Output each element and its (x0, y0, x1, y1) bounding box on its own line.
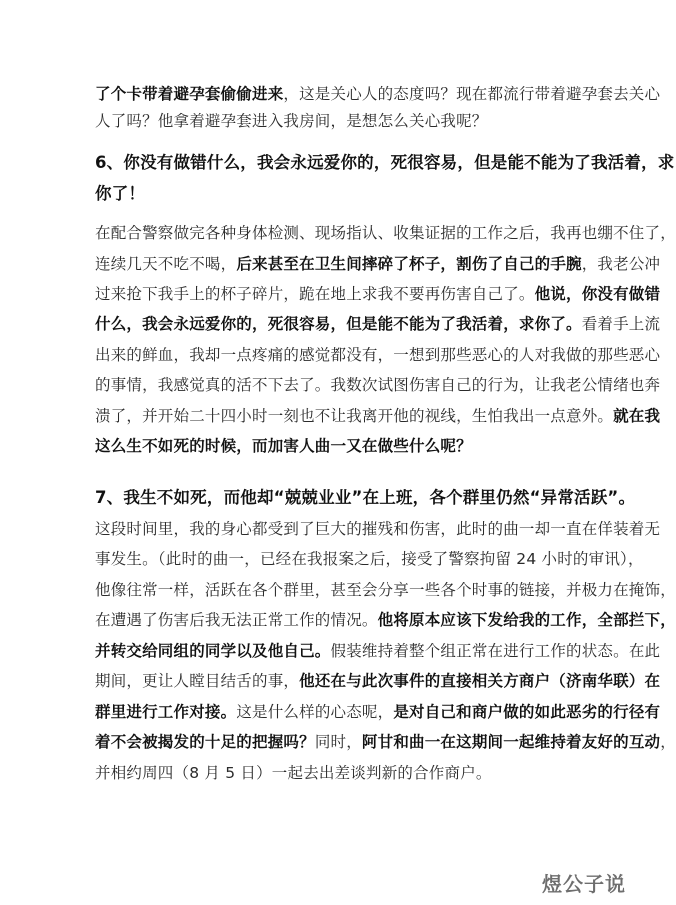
body-text: 在遭遇了伤害后我无法正常工作的情况。 (95, 611, 378, 629)
text-line (95, 518, 661, 540)
text-line (95, 283, 661, 305)
body-text: 期间，更让人瞠目结舌的事， (95, 672, 300, 690)
text-line (95, 253, 661, 275)
body-text: ，我老公冲 (581, 255, 661, 273)
bold-text: 并转交给同组的同学以及他自己。 (95, 642, 331, 660)
section-heading-line (95, 183, 595, 205)
body-text: 并相约周四（8 月 5 日）一起去出差谈判新的合作商户。 (95, 764, 492, 782)
bold-text: 群里进行工作对接。 (95, 703, 237, 721)
bold-text: 了个卡带着避孕套偷偷进来 (95, 85, 284, 103)
text-line (95, 405, 661, 427)
body-text: 这段时间里，我的身心都受到了巨大的摧残和伤害，此时的曲一却一直在佯装着无 (95, 520, 661, 538)
bold-text: 他还在与此次事件的直接相关方商户（济南华联）在 (299, 672, 661, 690)
bold-text: 你了！ (95, 184, 146, 203)
body-text: 出来的鲜血，我却一点疼痛的感觉都没有，一想到那些恶心的人对我做的那些恶心 (95, 346, 661, 364)
bold-text: 他将原本应该下发给我的工作，全部拦下， (377, 611, 676, 629)
body-text: 看着手上流 (581, 315, 661, 333)
section-heading-line (95, 152, 675, 174)
bold-text: 就在我 (613, 407, 661, 425)
body-text: 他像往常一样，活跃在各个群里，甚至会分享一些各个时事的链接，并极力在掩饰， (95, 581, 676, 599)
text-line (95, 762, 595, 784)
body-text: ， (660, 733, 676, 751)
text-line (95, 640, 661, 662)
body-text: 的事情，我感觉真的活不下去了。我数次试图伤害自己的行为，让我老公情绪也奔 (95, 376, 661, 394)
bold-text: 是对自己和商户做的如此恶劣的行径有 (393, 703, 661, 721)
text-line (95, 374, 661, 396)
body-text: 在配合警察做完各种身体检测、现场指认、收集证据的工作之后，我再也绷不住了， (95, 224, 676, 242)
body-text: 人了吗？他拿着避孕套进入我房间，是想怎么关心我呢？ (95, 112, 488, 130)
body-text: ，这是关心人的态度吗？现在都流行带着避孕套去关心 (283, 85, 661, 103)
body-text: 过来抢下我手上的杯子碎片，跪在地上求我不要再伤害自己了。 (95, 285, 535, 303)
bold-text: 6、你没有做错什么，我会永远爱你的，死很容易，但是能不能为了我活着，求 (95, 153, 675, 172)
bold-text: 阿甘和曲一在这期间一起维持着友好的互动 (361, 733, 661, 751)
section-heading-line (95, 487, 636, 509)
body-text: 同时， (314, 733, 362, 751)
text-line (95, 609, 676, 631)
bold-text: 着不会被揭发的十足的把握吗？ (95, 733, 315, 751)
text-line (95, 83, 661, 105)
body-text: 假装维持着整个组正常在进行工作的状态。在此 (330, 642, 661, 660)
bold-text: 后来甚至在卫生间摔碎了杯子，割伤了自己的手腕 (236, 255, 582, 273)
bold-text: 他说，你没有做错 (534, 285, 661, 303)
watermark: 煜公子说 (542, 872, 626, 896)
text-line (95, 548, 644, 570)
text-line (95, 435, 595, 457)
text-line (95, 344, 661, 366)
body-text: 连续几天不吃不喝， (95, 255, 237, 273)
text-line (95, 701, 661, 723)
bold-text: 7、我生不如死，而他却“兢兢业业”在上班，各个群里仍然“异常活跃”。 (95, 488, 636, 507)
text-line (95, 222, 676, 244)
bold-text: 这么生不如死的时候，而加害人曲一又在做些什么呢？ (95, 437, 472, 455)
bold-text: 什么，我会永远爱你的，死很容易，但是能不能为了我活着，求你了。 (95, 315, 582, 333)
body-text: 事发生。（此时的曲一，已经在我报案之后，接受了警察拘留 24 小时的审讯）， (95, 550, 644, 568)
text-line (95, 670, 661, 692)
text-line (95, 110, 595, 132)
body-text: 溃了，并开始二十四小时一刻也不让我离开他的视线，生怕我出一点意外。 (95, 407, 614, 425)
body-text: 这是什么样的心态呢， (236, 703, 394, 721)
text-line (95, 731, 676, 753)
text-line (95, 579, 676, 601)
text-line (95, 313, 661, 335)
